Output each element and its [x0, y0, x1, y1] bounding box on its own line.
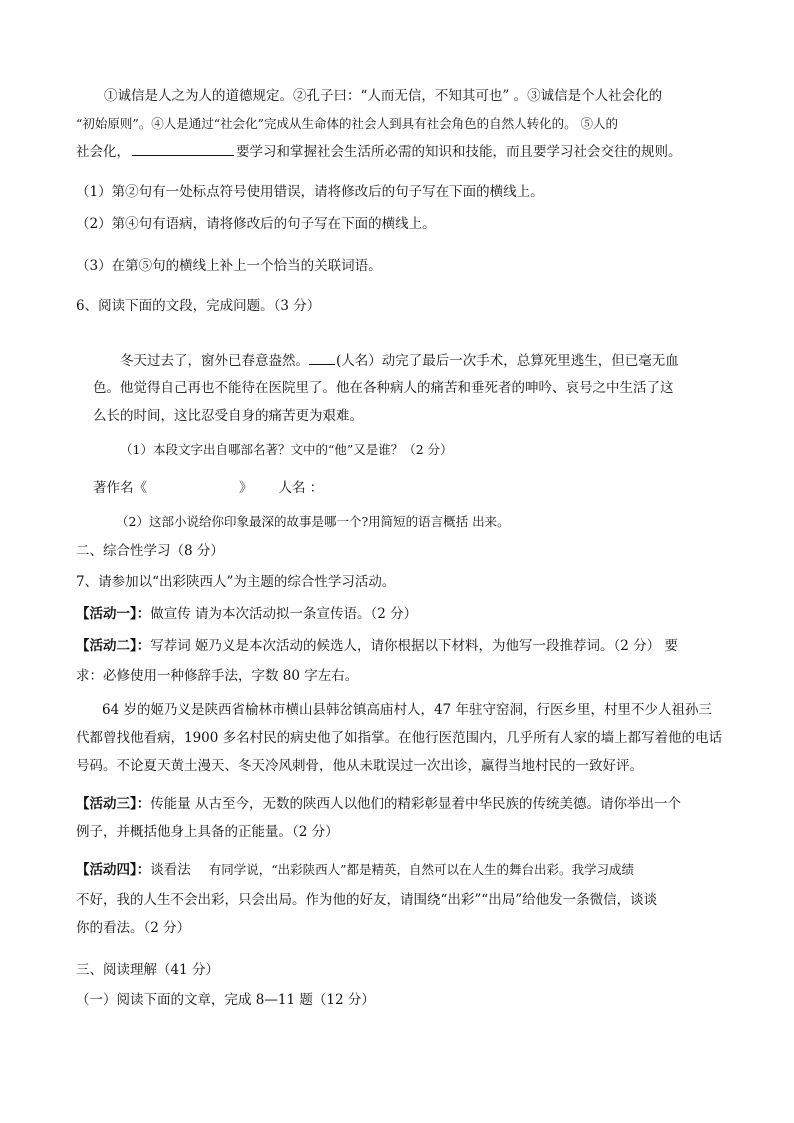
q6-paragraph-line-1	[120, 350, 679, 371]
q6-sub-2: （2）这部小说给你印象最深的故事是哪一个?用简短的语言概括 出来。	[116, 514, 510, 529]
q6-paragraph-line-3: 么长的时间，这比忍受自身的痛苦更为艰难。	[93, 408, 363, 424]
activity-3-text: 传能量 从古至今，无数的陕西人以他们的精彩彰显着中华民族的传统美德。请你举出一个	[150, 796, 682, 812]
activity-4-label: 谈看法	[150, 862, 191, 878]
q5-sub-3: （3）在第⑤句的横线上补上一个恰当的关联词语。	[76, 258, 382, 274]
material-line-2: 代都曾找他看病，1900 多名村民的病史他了如指掌。在他行医范围内，几乎所有人家的墙上都写着他的电话	[76, 730, 723, 746]
activity-2	[76, 636, 678, 656]
q5-sub-2: （2）第④句有语病，请将修改后的句子写在下面的横线上。	[76, 216, 436, 232]
activity-2-text: 写荐词 姬乃义是本次活动的候选人，请你根据以下材料，为他写一段推荐词。（2 分） 要	[150, 638, 678, 654]
q7-title: 7、请参加以“出彩陕西人”为主题的综合性学习活动。	[76, 574, 396, 590]
activity-4-line-2: 不好，我的人生不会出彩，只会出局。作为他的好友，请围绕“出彩”“出局”给他发一条微信，谈谈	[76, 892, 658, 908]
name-blank	[309, 350, 335, 365]
activity-1	[76, 604, 417, 624]
q6-paragraph-line-2: 色。他觉得自己再也不能待在医院里了。他在各种病人的痛苦和垂死者的呻吟、哀号之中生活了这	[93, 380, 674, 396]
q6-sub-1: （1）本段文字出自哪部名著？文中的“他”又是谁？（2 分）	[120, 442, 453, 457]
section-3-title: 三、阅读理解（41 分）	[76, 962, 219, 978]
q6-title: 6、阅读下面的文段，完成问题。（3 分）	[76, 298, 321, 314]
material-line-3: 号码。不论夏天黄土漫天、冬天冷风刺骨，他从未耽误过一次出诊，赢得当地村民的一致好评。	[76, 758, 643, 774]
q6-p1-end: (人名）动完了最后一次手术，总算死里逃生，但已毫无血	[336, 353, 679, 369]
q6-answer-line	[93, 478, 323, 498]
activity-4-text: 有同学说，“出彩陕西人”都是精英，自然可以在人生的舞台出彩。我学习成绩	[208, 862, 635, 877]
activity-2-tag: 【活动二】：	[76, 638, 151, 654]
activity-3-line-2: 例子，并概括他身上具备的正能量。（2 分）	[76, 824, 339, 840]
activity-4-tag: 【活动四】：	[76, 862, 151, 878]
answer-blank	[132, 141, 234, 156]
q5-line-3-end: 要学习和掌握社会生活所必需的知识和技能，而且要学习社会交往的规则。	[236, 144, 682, 160]
activity-3	[76, 794, 681, 814]
q5-line-3	[76, 141, 682, 162]
activity-1-tag: 【活动一】：	[76, 606, 151, 622]
book-close: 》	[239, 480, 253, 496]
q5-line-3-start: 社会化，	[76, 144, 130, 160]
q6-p1-start: 冬天过去了，窗外已春意盎然。	[120, 353, 309, 369]
material-line-1: 64 岁的姬乃义是陕西省榆林市横山县韩岔镇高庙村人，47 年驻守窑洞，行医乡里，村里不少人祖孙三	[102, 702, 712, 718]
q5-sub-1: （1）第②句有一处标点符号使用错误，请将修改后的句子写在下面的横线上。	[76, 184, 544, 200]
section-3-part-1: （一）阅读下面的文章，完成 8—11 题（12 分）	[76, 992, 375, 1008]
q5-line-1: ①诚信是人之为人的道德规定。②孔子曰：“人而无信，不知其可也” 。③诚信是个人社会化的	[104, 88, 663, 104]
activity-4-line-3: 你的看法。（2 分）	[76, 920, 191, 936]
activity-2-line-2: 求：必修使用一种修辞手法，字数 80 字左右。	[76, 668, 359, 684]
activity-1-text: 做宣传 请为本次活动拟一条宣传语。（2 分）	[150, 606, 418, 622]
section-2-title: 二、综合性学习（8 分）	[76, 543, 224, 559]
activity-3-tag: 【活动三】：	[76, 796, 151, 812]
person-label: 人名 ：	[278, 480, 324, 496]
activity-4	[76, 860, 634, 880]
book-label: 著作名《	[93, 480, 147, 496]
q5-line-2: “初始原则”。④人是通过“社会化”完成从生命体的社会人到具有社会角色的自然人转化的。 ⑤人的	[76, 116, 619, 131]
